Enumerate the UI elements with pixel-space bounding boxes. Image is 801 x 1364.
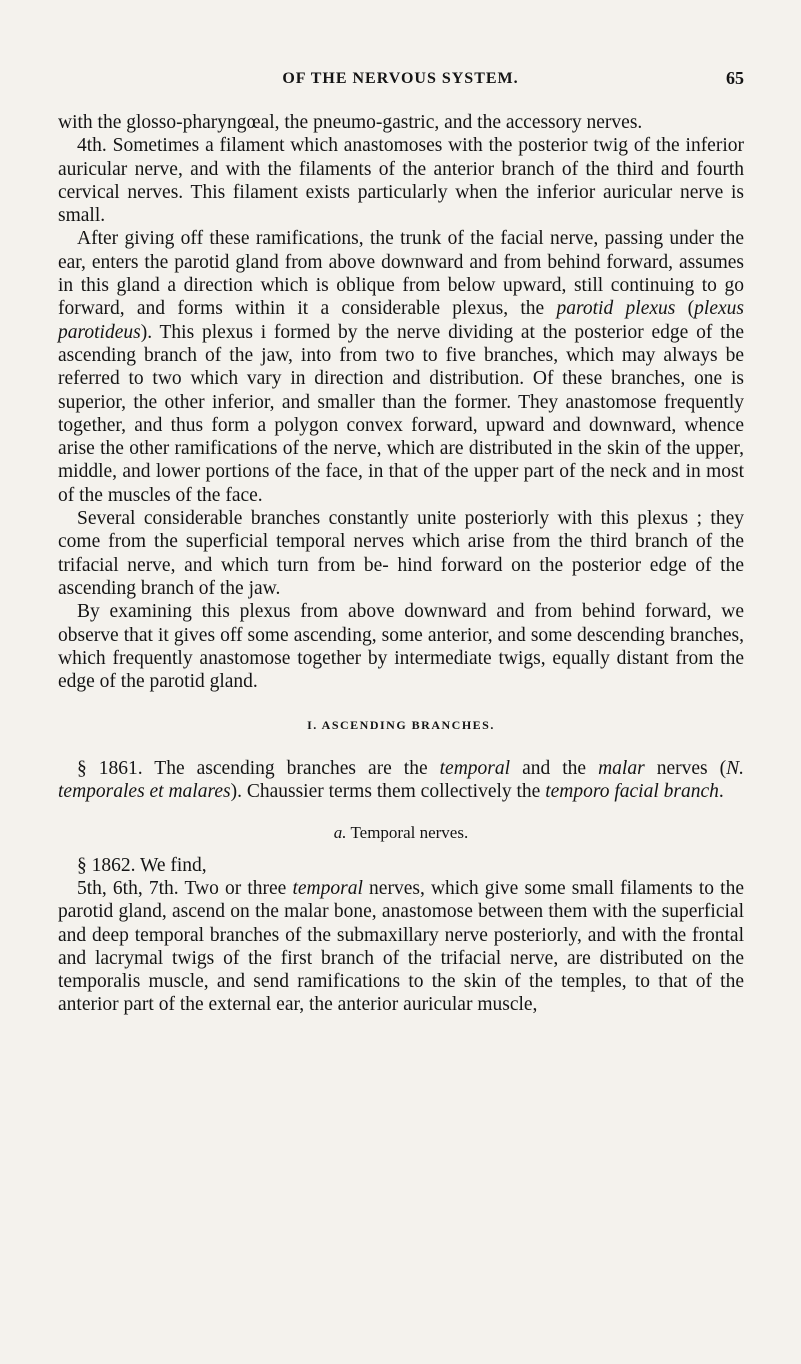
text-run: . bbox=[718, 781, 724, 803]
paragraph-temporal-nerves bbox=[58, 877, 744, 1017]
term-parotid-plexus: parotid plexus bbox=[556, 298, 676, 320]
term-malar: malar bbox=[598, 757, 645, 779]
section-heading: I. ASCENDING BRANCHES. bbox=[307, 718, 495, 733]
term-plexus-parotideus: plexus parotideus bbox=[58, 298, 744, 343]
body-text bbox=[58, 111, 744, 1017]
text-run: ). This plexus i formed by the nerve dividing at the posterior edge of the ascending branch of the jaw, into from two to five branches, which may always be referred to two which vary in direction and distribution. Of these branches, one is superior, the other inferior, and smaller than the former. They anastomose frequently together, and thus form a polygon convex forward, upward and downward, whence arise the other ramifications of the nerve, which are distributed in the skin of the upper, middle, and lower portions of the face, in that of the upper part of the neck and in most of the muscles of the face. bbox=[58, 321, 744, 506]
term-temporal: temporal bbox=[292, 877, 363, 899]
text-run: and the bbox=[510, 757, 599, 779]
text-run: After giving off these ramifications, the trunk of the facial nerve, passing under the ear, enters the parotid gland from above downward and from behind forward, assumes in this gland a direction which is oblique from below upward, still continuing to go forward, and forms within it a considerable plexus, the bbox=[58, 228, 744, 320]
term-latin-name: N. temporales et malares bbox=[58, 757, 745, 803]
text-run: nerves, which give some small filaments to the parotid gland, ascend on the malar bone, anastomose between them with the superficial and deep temporal branches of the submaxillary nerve posteriorly, and with the frontal and lacrymal twigs of the first branch of the trifacial nerve, are distributed on the temporalis muscle, and send ramifications to the skin of the temples, to that of the anterior part of the external ear, the anterior auricular muscle, bbox=[58, 877, 744, 1016]
term-temporal: temporal bbox=[439, 757, 511, 779]
text-run: § 1861. The ascending branches are the bbox=[77, 757, 440, 779]
page-number: 65 bbox=[726, 68, 744, 88]
text-run: 5th, 6th, 7th. Two or three bbox=[77, 877, 293, 899]
running-head bbox=[0, 70, 801, 94]
text-run: ( bbox=[675, 298, 695, 320]
sub-heading bbox=[58, 821, 744, 844]
text-run: ). Chaussier terms them collectively the bbox=[230, 781, 546, 803]
text-run: nerves ( bbox=[644, 757, 727, 779]
paragraph-examining-plexus: By examining this plexus from above downward and from behind forward, we observe that it gives off some ascending, some anterior, and some descending branches, which frequently anastomose together by intermediate twigs, equally distant from the edge of the parotid gland. bbox=[58, 601, 744, 693]
paragraph-parotid-plexus bbox=[58, 227, 744, 507]
paragraph-section-1861 bbox=[58, 757, 744, 804]
paragraph-continuation: with the glosso-pharyngœal, the pneumo-gastric, and the accessory nerves. bbox=[58, 112, 643, 133]
paragraph-section-1862: § 1862. We find, bbox=[77, 854, 207, 876]
running-title: OF THE NERVOUS SYSTEM. bbox=[282, 70, 519, 87]
paragraph-fourth-filament: 4th. Sometimes a filament which anastomoses with the posterior twig of the inferior auricular nerve, and with the filaments of the anterior branch of the third and fourth cervical nerves. This filament exists particularly when the inferior auricular nerve is small. bbox=[58, 135, 744, 227]
term-temporo-facial-branch: temporo facial branch bbox=[545, 781, 719, 803]
sub-heading-letter: a. bbox=[333, 823, 347, 843]
paragraph-branches-unite: Several considerable branches constantly unite posteriorly with this plexus ; they come from the superficial temporal nerves which arise from the third branch of the trifacial nerve, and which turn from be- hind forward on the posterior edge of the ascending branch of the jaw. bbox=[58, 508, 744, 599]
sub-heading-text: Temporal nerves. bbox=[346, 823, 469, 843]
